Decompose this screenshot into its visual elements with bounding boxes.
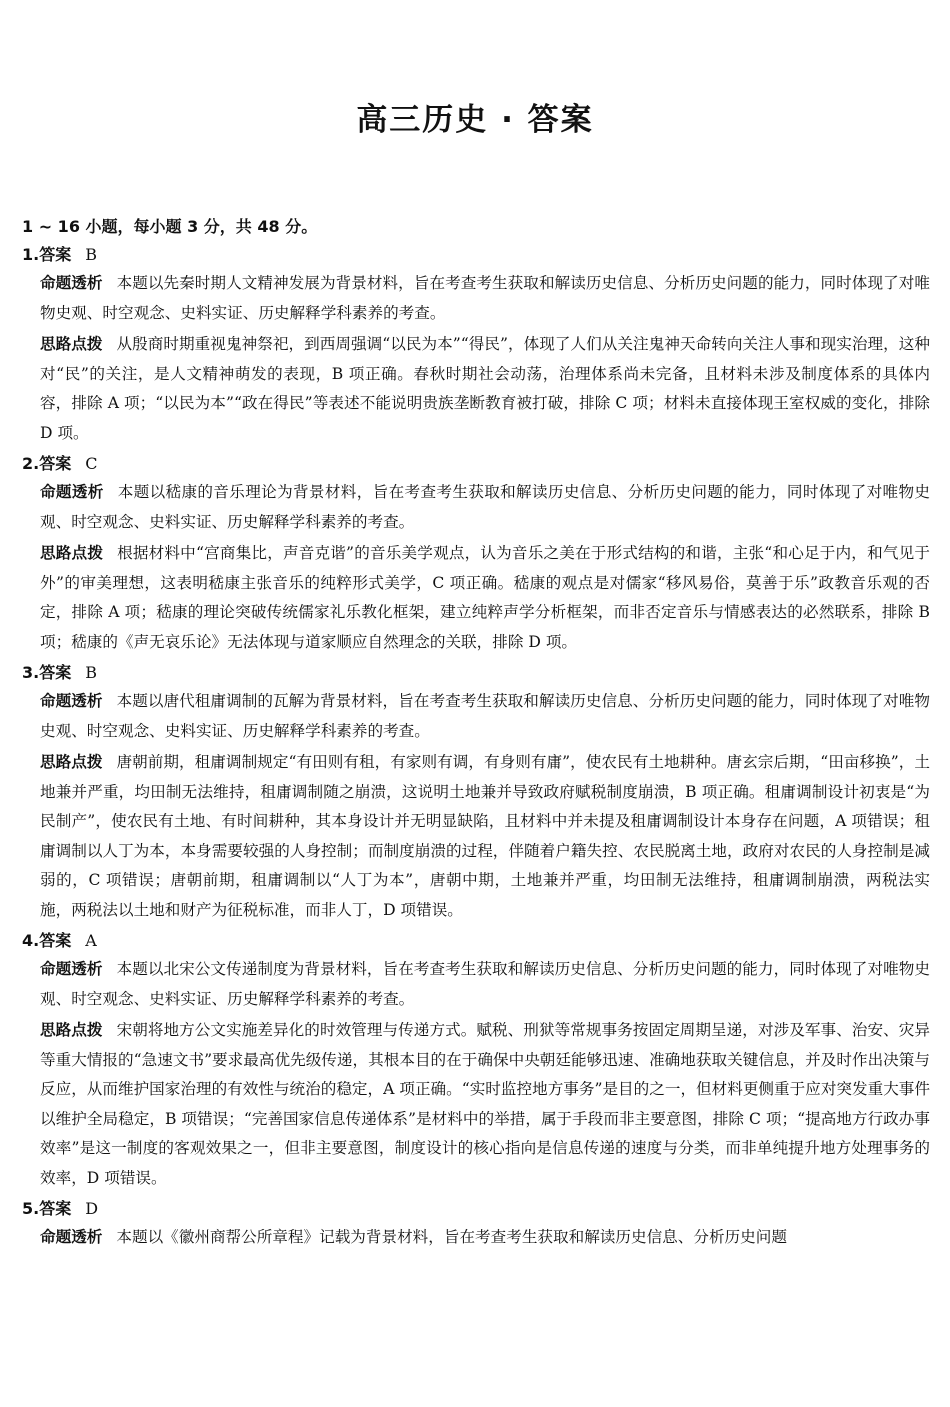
answer-value: D — [85, 1199, 99, 1218]
question-header — [22, 659, 930, 687]
question-5 — [22, 1195, 930, 1253]
analysis-label: 命题透析 — [40, 960, 103, 978]
analysis-paragraph — [22, 269, 930, 328]
hint-label: 思路点拨 — [40, 544, 104, 562]
hint-text: 从殷商时期重视鬼神祭祀，到西周强调“以民为本”“得民”，体现了人们从关注鬼神天命转向关注人事和现实治理，这种对“民”的关注，是人文精神萌发的表现，B 项正确。春秋时期社会动荡，治理体系尚未完备，且材料未涉及制度体系的具体内容，排除 A 项；“以民为本”“政在得民”等表述不能说明贵族垄断教育被打破，排除 C 项；材料未直接体现王室权威的变化，排除 D 项。 — [40, 335, 930, 442]
analysis-text: 本题以《徽州商帮公所章程》记载为背景材料，旨在考查考生获取和解读历史信息、分析历史问题 — [116, 1228, 787, 1246]
answer-value: A — [85, 931, 97, 950]
analysis-paragraph — [22, 955, 930, 1014]
question-number: 3. — [22, 663, 40, 682]
analysis-text: 本题以北宋公文传递制度为背景材料，旨在考查考生获取和解读历史信息、分析历史问题的能力，同时体现了对唯物史观、时空观念、史料实证、历史解释学科素养的考查。 — [40, 960, 930, 1008]
analysis-text: 本题以唐代租庸调制的瓦解为背景材料，旨在考查考生获取和解读历史信息、分析历史问题的能力，同时体现了对唯物史观、时空观念、史料实证、历史解释学科素养的考查。 — [40, 692, 930, 740]
hint-paragraph — [22, 539, 930, 657]
analysis-label: 命题透析 — [40, 692, 103, 710]
hint-paragraph — [22, 1016, 930, 1193]
question-number: 1. — [22, 245, 40, 264]
question-4 — [22, 927, 930, 1193]
answer-label: 答案 — [39, 454, 72, 473]
question-header — [22, 450, 930, 478]
analysis-text: 本题以先秦时期人文精神发展为背景材料，旨在考查考生获取和解读历史信息、分析历史问题的能力，同时体现了对唯物史观、时空观念、史料实证、历史解释学科素养的考查。 — [40, 274, 930, 322]
question-1 — [22, 241, 930, 448]
analysis-label: 命题透析 — [40, 274, 103, 292]
answer-value: C — [85, 454, 98, 473]
section-note: 1 ~ 16 小题，每小题 3 分，共 48 分。 — [22, 217, 318, 236]
question-header — [22, 1195, 930, 1223]
analysis-paragraph — [22, 1223, 930, 1253]
answer-value: B — [85, 245, 97, 264]
question-number: 2. — [22, 454, 40, 473]
answer-label: 答案 — [39, 1199, 72, 1218]
answer-content — [22, 213, 930, 1255]
hint-label: 思路点拨 — [40, 335, 103, 353]
question-3 — [22, 659, 930, 925]
page-title: 高三历史 · 答案 — [356, 102, 594, 138]
answer-label: 答案 — [39, 663, 72, 682]
hint-label: 思路点拨 — [40, 1021, 103, 1039]
answer-value: B — [85, 663, 97, 682]
hint-label: 思路点拨 — [40, 753, 103, 771]
hint-text: 根据材料中“宫商集比，声音克谐”的音乐美学观点，认为音乐之美在于形式结构的和谐，主张“和心足于内，和气见于外”的审美理想，这表明嵇康主张音乐的纯粹形式美学，C 项正确。嵇康的观点是对儒家“移风易俗，莫善于乐”政教音乐观的否定，排除 A 项；嵇康的理论突破传统儒家礼乐教化框架，建立纯粹声学分析框架，而非否定音乐与情感表达的必然联系，排除 B 项；嵇康的《声无哀乐论》无法体现与道家顺应自然理念的关联，排除 D 项。 — [40, 544, 930, 651]
hint-text: 宋朝将地方公文实施差异化的时效管理与传递方式。赋税、刑狱等常规事务按固定周期呈递，对涉及军事、治安、灾异等重大情报的“急速文书”要求最高优先级传递，其根本目的在于确保中央朝廷能够迅速、准确地获取关键信息，并及时作出决策与反应，从而维护国家治理的有效性与统治的稳定，A 项正确。“实时监控地方事务”是目的之一，但材料更侧重于应对突发重大事件以维护全局稳定，B 项错误；“完善国家信息传递体系”是材料中的举措，属于手段而非主要意图，排除 C 项；“提高地方行政办事效率”是这一制度的客观效果之一，但非主要意图，制度设计的核心指向是信息传递的速度与分类，而非单纯提升地方处理事务的效率，D 项错误。 — [40, 1021, 930, 1187]
question-2 — [22, 450, 930, 657]
question-number: 4. — [22, 931, 40, 950]
hint-paragraph — [22, 330, 930, 448]
question-number: 5. — [22, 1199, 40, 1218]
analysis-text: 本题以嵇康的音乐理论为背景材料，旨在考查考生获取和解读历史信息、分析历史问题的能力，同时体现了对唯物史观、时空观念、史料实证、历史解释学科素养的考查。 — [40, 483, 930, 531]
analysis-label: 命题透析 — [40, 483, 104, 501]
analysis-label: 命题透析 — [40, 1228, 103, 1246]
analysis-paragraph — [22, 478, 930, 537]
hint-paragraph — [22, 748, 930, 925]
question-header — [22, 241, 930, 269]
question-header — [22, 927, 930, 955]
hint-text: 唐朝前期，租庸调制规定“有田则有租，有家则有调，有身则有庸”，使农民有土地耕种。唐玄宗后期，“田亩移换”，土地兼并严重，均田制无法维持，租庸调制随之崩溃，这说明土地兼并导致政府赋税制度崩溃，B 项正确。租庸调制设计初衷是“为民制产”，使农民有土地、有时间耕种，其本身设计并无明显缺陷，且材料中并未提及租庸调制设计本身存在问题，A 项错误；租庸调制以人丁为本，本身需要较强的人身控制；而制度崩溃的过程，伴随着户籍失控、农民脱离土地，政府对农民的人身控制是减弱的，C 项错误；唐朝前期，租庸调制以“人丁为本”，唐朝中期，土地兼并严重，均田制无法维持，租庸调制崩溃，两税法实施，两税法以土地和财产为征税标准，而非人丁，D 项错误。 — [40, 753, 930, 919]
analysis-paragraph — [22, 687, 930, 746]
answer-label: 答案 — [39, 931, 72, 950]
answer-label: 答案 — [39, 245, 72, 264]
